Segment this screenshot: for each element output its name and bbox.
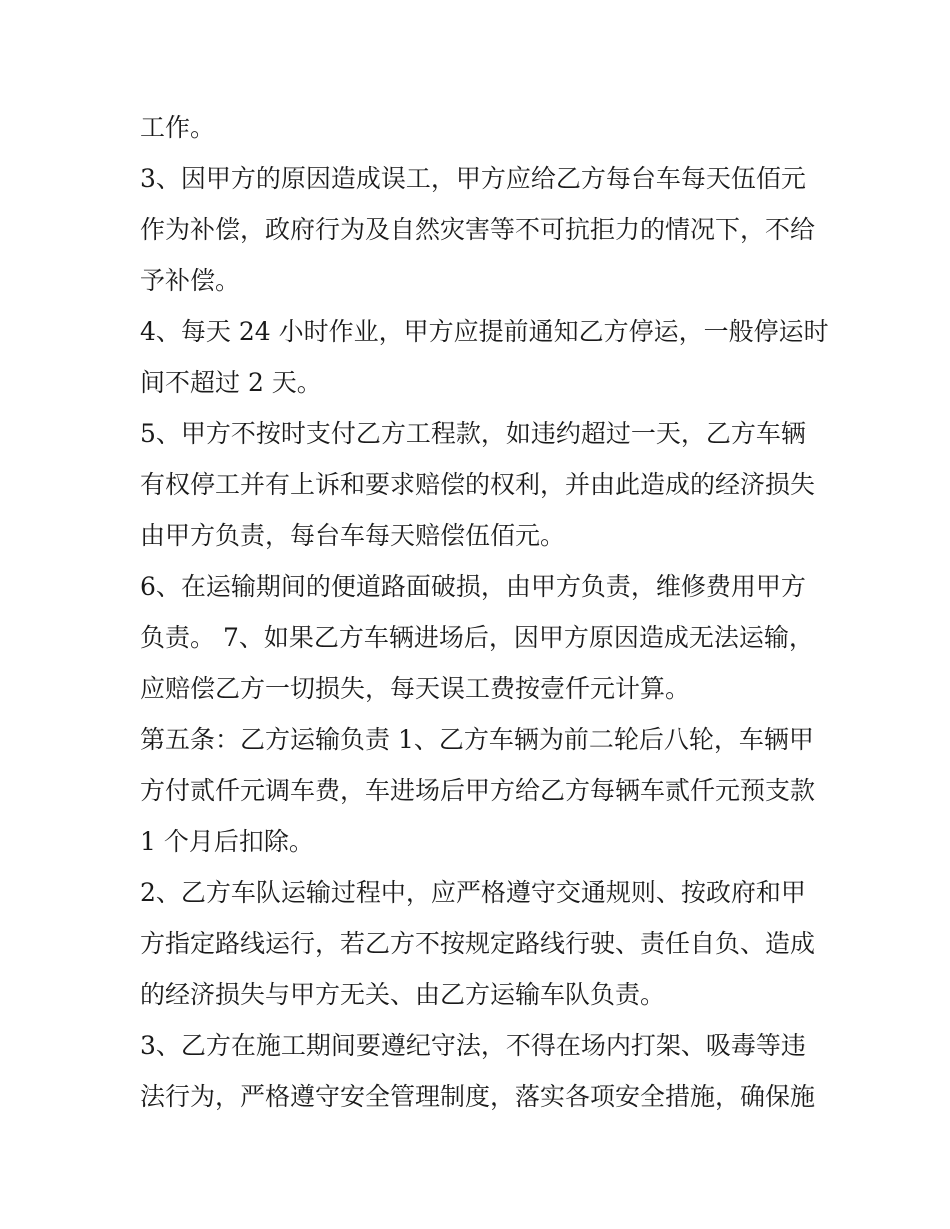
text-line: 法行为，严格遵守安全管理制度，落实各项安全措施，确保施 bbox=[140, 1082, 816, 1111]
text-line: 3、因甲方的原因造成误工，甲方应给乙方每台车每天伍佰元 bbox=[140, 164, 806, 193]
text-line: 负责。 7、如果乙方车辆进场后，因甲方原因造成无法运输， bbox=[140, 623, 814, 652]
text-line: 1 个月后扣除。 bbox=[140, 827, 314, 856]
text-line: 间不超过 2 天。 bbox=[140, 368, 322, 397]
text-line: 由甲方负责，每台车每天赔偿伍佰元。 bbox=[140, 521, 566, 550]
text-line: 6、在运输期间的便道路面破损，由甲方负责，维修费用甲方 bbox=[140, 572, 806, 601]
text-line: 3、乙方在施工期间要遵纪守法，不得在场内打架、吸毒等违 bbox=[140, 1031, 806, 1060]
text-line: 的经济损失与甲方无关、由乙方运输车队负责。 bbox=[140, 980, 666, 1009]
text-line: 第五条：乙方运输负责 1、乙方车辆为前二轮后八轮，车辆甲 bbox=[140, 725, 814, 754]
text-line: 应赔偿乙方一切损失，每天误工费按壹仟元计算。 bbox=[140, 674, 691, 703]
text-line: 作为补偿，政府行为及自然灾害等不可抗拒力的情况下，不给 bbox=[140, 215, 816, 244]
text-line: 方付贰仟元调车费，车进场后甲方给乙方每辆车贰仟元预支款 bbox=[140, 776, 816, 805]
text-line: 2、乙方车队运输过程中，应严格遵守交通规则、按政府和甲 bbox=[140, 878, 806, 907]
text-line: 予补偿。 bbox=[140, 266, 241, 295]
text-line: 5、甲方不按时支付乙方工程款，如违约超过一天，乙方车辆 bbox=[140, 419, 806, 448]
text-line: 4、每天 24 小时作业，甲方应提前通知乙方停运，一般停运时 bbox=[140, 317, 829, 346]
text-line: 工作。 bbox=[140, 113, 216, 142]
text-line: 方指定路线运行，若乙方不按规定路线行驶、责任自负、造成 bbox=[140, 929, 816, 958]
text-line: 有权停工并有上诉和要求赔偿的权利，并由此造成的经济损失 bbox=[140, 470, 816, 499]
